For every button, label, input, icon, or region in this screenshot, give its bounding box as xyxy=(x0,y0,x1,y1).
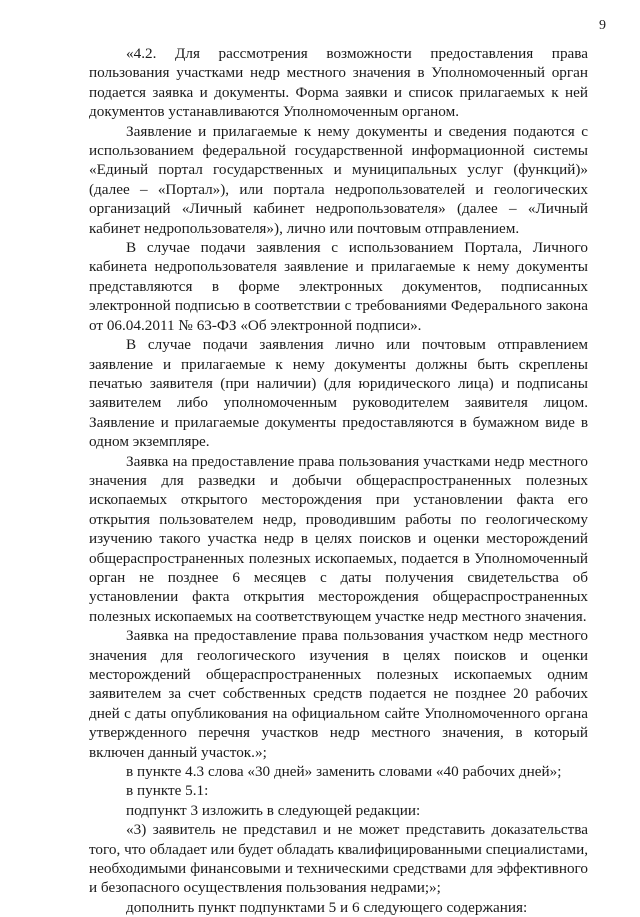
paragraph-subclause-3-text: «3) заявитель не представил и не может представить доказательства того, что обладает или будет обладать квалифицированными специалистами, необходимыми финансовыми и техническими средствами для эффективного и безопасного осуществления пользования недрами;»; xyxy=(89,821,588,897)
paragraph-submission-methods: Заявление и прилагаемые к нему документы и сведения подаются с использованием федеральной государственной информационной системы «Единый портал государственных и муниципальных услуг (функций)» (далее – «Портал»), или портала недропользователей и геологических организаций «Личный кабинет недропользователя» (далее – «Личный кабинет недропользователя»), лично или почтовым отправлением. xyxy=(89,122,588,237)
paragraph-subclauses-5-6-intro: дополнить пункт подпунктами 5 и 6 следующего содержания: xyxy=(126,898,528,916)
paragraph-4-2: «4.2. Для рассмотрения возможности предоставления права пользования участками недр местного значения в Уполномоченный орган подается заявка и документы. Форма заявки и список прилагаемых к ней документов устанавливаются Уполномоченным органом. xyxy=(89,45,588,121)
paragraph-clause-4-3: в пункте 4.3 слова «30 дней» заменить словами «40 рабочих дней»; xyxy=(126,763,562,781)
paragraph-exploration-application: Заявка на предоставление права пользования участками недр местного значения для разведки и добычи общераспространенных полезных ископаемых открытого месторождения при установлении факта его открытия пользователем недр, проводившим работы по геологическому изучению такого участка недр в целях поисков и оценки месторождений общераспространенных полезных ископаемых, подается в Уполномоченный орган не позднее 6 месяцев с даты получения свидетельства об установлении факта открытия месторождения общераспространенных полезных ископаемых на соответствующем участке недр местного значения. xyxy=(89,452,588,625)
paragraph-paper-submission: В случае подачи заявления лично или почтовым отправлением заявление и прилагаемые к нему документы должны быть скреплены печатью заявителя (при наличии) (для юридического лица) и подписаны заявителем либо уполномоченным руководителем заявителя лицом. Заявление и прилагаемые документы предоставляются в бумажном виде в одном экземпляре. xyxy=(89,336,588,451)
document-body xyxy=(89,44,588,917)
paragraph-subclause-3-intro: подпункт 3 изложить в следующей редакции: xyxy=(126,801,421,819)
page-number: 9 xyxy=(599,18,606,33)
paragraph-electronic-submission: В случае подачи заявления с использованием Портала, Личного кабинета недропользователя заявление и прилагаемые к нему документы представляются в форме электронных документов, подписанных электронной подписью в соответствии с требованиями Федерального закона от 06.04.2011 № 63-ФЗ «Об электронной подписи». xyxy=(89,239,588,334)
paragraph-clause-5-1: в пункте 5.1: xyxy=(126,782,209,800)
paragraph-geological-study-application: Заявка на предоставление права пользования участком недр местного значения для геологического изучения в целях поисков и оценки месторождений общераспространенных полезных ископаемых одним заявителем за счет собственных средств подается не позднее 20 рабочих дней с даты опубликования на официальном сайте Уполномоченного органа утвержденного перечня участков недр местного значения, в который включен данный участок.»; xyxy=(89,627,588,761)
